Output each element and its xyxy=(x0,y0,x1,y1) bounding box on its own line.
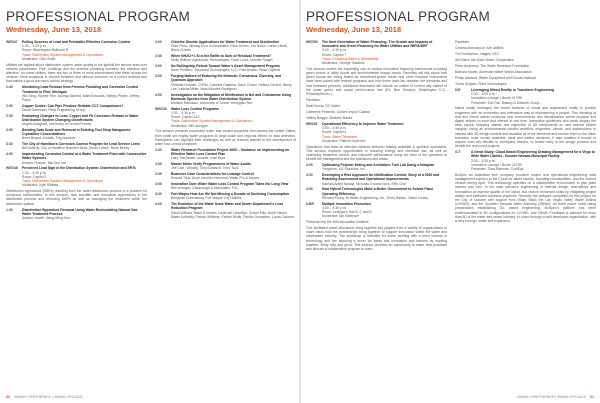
session-body xyxy=(171,202,296,219)
session-detail: Moderator: George Hawkins xyxy=(322,61,365,66)
session-title: Perceived Lead Sign in the Distribution System: Disinfection and ERTs xyxy=(22,166,136,171)
session-entry xyxy=(155,172,296,180)
session-title: A Great Study: Cloud-Based Engineering Drawing Management for a Virgo to Wide Water District - Dundee Nevada Municipal Facility xyxy=(471,150,595,159)
session-code: 4:00 xyxy=(155,202,162,207)
page-number: 61 xyxy=(590,395,594,399)
session-body xyxy=(171,172,296,180)
session-body xyxy=(22,166,147,187)
column xyxy=(155,40,296,389)
session-entry xyxy=(6,152,147,165)
session-title: Master Meter Verify Programmers of Water Audits xyxy=(171,162,251,167)
session-code: 1:30 xyxy=(155,148,162,153)
session-title: Developing a Risk Approach for Nitrification Control: Story of a 2020 and Reaching Assessment and Operational Improvements xyxy=(322,173,440,182)
session-entry xyxy=(306,173,447,186)
session-code: 3:00 xyxy=(6,128,13,133)
paragraph: Panelists: xyxy=(306,98,321,103)
session-detail: Moderator: Kyle Sibbets xyxy=(22,183,59,188)
session-code: WED50 xyxy=(306,40,318,44)
session-detail: Yongzhen, US Solutions, Inc. xyxy=(322,167,366,172)
footer-text: AWWA CONFERENCE | AWWA.ORG/ACE xyxy=(14,395,83,399)
session-body xyxy=(322,202,447,219)
session-code: 2:30 xyxy=(155,172,162,177)
session-detail: Molly Wilkins, Aquasoner Technologies, Dave Lund, Jennifer Rogan xyxy=(171,58,273,63)
session-entry xyxy=(155,162,296,170)
session-entry xyxy=(6,104,147,112)
session-code: WED49 xyxy=(155,106,167,111)
session-detail: David Williard, Black & Veatch, Lavernell Llewellyn, Shamr Ellis, North Haven Water Authority, Patrick Williams, Patrick Wolfe, Pacific Geroaldes, Lucas Cabrera xyxy=(171,210,294,219)
session-detail: Bill Doherty, City of Hamilton Brandon Beck, Stuart Lubich, Brian Beeby xyxy=(22,146,130,151)
session-detail: Richard Fenny, Hi Water Engineering, Inc., Kerry Baillon, David Cowey xyxy=(322,195,429,200)
session-title: The Evolution of the Water Scale Water and Sewer Department's Loss Reduction Program xyxy=(171,202,284,211)
session-detail: Innovation Lounge • Booth 417/99 xyxy=(471,96,523,101)
session-code: 3:30 xyxy=(6,142,13,147)
paragraph: Jeffrey Boggio, Bankers Banks xyxy=(306,116,353,121)
session-code: 3:00 xyxy=(306,163,313,168)
paragraph: Tim Horseshoe, Imagen H2O xyxy=(455,52,499,56)
session-detail: Moderator: Patricia Gutierrez xyxy=(322,138,366,143)
session-title: Forging Matters of Enduring the Network: Consensus, Diversity, and Quantum Approach xyxy=(171,74,282,83)
content-columns xyxy=(306,40,596,389)
session-code: ILBR xyxy=(306,201,314,206)
paragraph: Panelists: xyxy=(455,40,470,44)
page-header xyxy=(6,10,296,34)
session-code: WED48 xyxy=(6,166,18,171)
session-detail: Innovation Lounge • Booth 417/99 xyxy=(471,162,523,167)
session-title: The City of Hamilton's Corrosion Control Program for Lead Service Lines xyxy=(22,142,140,147)
session-title: Monitoring Lead Release from Premise Plumbing and Corrosion Control Treatment in Flint, Michigan xyxy=(22,85,139,94)
session-detail: 1:30 – 4:30 p.m. xyxy=(22,44,47,49)
session-body xyxy=(171,162,296,170)
session-title: Chlorine Dioxide Applications for Water Treatment and Disinfection xyxy=(171,40,280,44)
session-body xyxy=(22,208,147,221)
session-title: Business Case Considerations for Leakage Control xyxy=(171,172,254,177)
session-detail: Room: Lexington Hall B, C and D xyxy=(322,210,372,215)
session-detail: 1:30 – 4:30 p.m. xyxy=(171,111,196,116)
session-entry xyxy=(155,202,296,219)
session-detail: Moderator: Ian Mcelrope xyxy=(322,214,359,219)
footer-text: AWWA CONFERENCE | AWWA.ORG/ACE xyxy=(517,395,586,399)
session-entry xyxy=(6,114,147,127)
session-entry xyxy=(155,192,296,200)
session-body xyxy=(471,150,596,171)
session-entry xyxy=(155,148,296,161)
session-detail: Presenter: Zoe Fall, Blakely & Dilworth Group xyxy=(471,100,540,105)
session-code: 2:00 xyxy=(6,103,13,108)
paragraph: This session covers the expanding use of various innovative financing instruments including green bonds or utility bonds and environmental impact bonds. Panelists will talk about how green bonds are being tested as investment-grade bonds and other financial instruments have been paired with federal programs and how these have fair between the elements and how investors perceive. Additional discussion will include an outline of current day market of the water green and social performance line (Ex: Bon Secours, Washington D.C., Philadelphia etc.). xyxy=(306,66,447,97)
session-detail: Track: Water Treatment xyxy=(322,134,358,139)
page-footer xyxy=(6,395,294,399)
session-body xyxy=(22,114,147,127)
column xyxy=(6,40,147,389)
session-entry xyxy=(455,150,596,171)
page-footer xyxy=(306,395,594,399)
session-code: 4:00 xyxy=(306,187,313,192)
session-detail: Stefania Horvath, CH2M, Carolina Caldeira, Dave Cohen, Helena Gerard, Mindy Lee, Latisha Miller, Marci Montell Rodriguez xyxy=(171,82,292,91)
session-body xyxy=(171,93,296,106)
paragraph: Will Sarni, the Sarni Water Cooperative xyxy=(455,58,514,62)
session-title: Fort Wayne How Are We Not Missing a Decade of Declining Consumption xyxy=(171,192,289,197)
session-detail: Andrew Jewell, Xiang Ming Hua xyxy=(22,216,70,221)
session-detail: Gary Trachtman, Arcadis, Kate Byrd xyxy=(171,156,226,161)
session-code: ICE xyxy=(455,88,461,92)
session-detail: Brent Bryant, Arcadis, Frig Isomeriz xyxy=(22,136,76,141)
session-entry xyxy=(6,128,147,141)
session-detail: Angela Bosgraaf, University of Central Florida xyxy=(22,122,91,127)
session-detail: Nachos Adeyi Nanayi, Nicholas Ground Nora, Elfin Choi xyxy=(322,181,407,186)
session-title: Innovation Doer Wider Water Loss Control Program Takes the Long View xyxy=(171,182,289,187)
session-entry xyxy=(306,40,447,65)
session-title: Disinfection Byproduct Removal Using Water Recirculating Natural Gas Water Treatment Process xyxy=(22,207,138,216)
session-entry xyxy=(6,208,147,221)
session-detail: Russell Titus, Anne Jennifer-Hermosa, Water Pro & Money xyxy=(171,176,260,181)
session-detail: Andrew Roscoe, Ma Dee Lee xyxy=(22,160,67,165)
session-code: WED47 xyxy=(6,40,18,44)
session-entry xyxy=(155,93,296,106)
session-entry xyxy=(6,85,147,102)
session-body xyxy=(322,40,447,65)
session-title: When NH2Cl+ LSI is the Baffle to Sorb of Residual Treatment? xyxy=(171,54,271,59)
session-title: Implementing Corrosion Control at a Water Treatment Plant with Consecutive Water Systems xyxy=(22,152,147,161)
paragraph: Barbara Martin, American Water Works Association xyxy=(455,70,532,74)
session-code: 1:30 xyxy=(6,85,13,90)
page-header xyxy=(306,10,596,34)
session-detail: Room: Capitol 4 xyxy=(322,130,347,135)
page-title: PROFESSIONAL PROGRAM xyxy=(306,9,491,24)
session-detail: 3:00 – 4:30 p.m. xyxy=(322,48,347,53)
session-code: 3:00 xyxy=(155,64,162,69)
session-body xyxy=(322,173,447,186)
session-body xyxy=(22,128,147,141)
session-title: Copper Scales: Can Pipe Produce Reliable CCT Comparisons? xyxy=(22,103,124,108)
session-entry xyxy=(155,54,296,62)
session-body xyxy=(171,107,296,128)
session-body xyxy=(322,187,447,200)
session-code: 3:30 xyxy=(155,192,162,197)
session-title: Evaluating Changes to Lead, Copper and Pb Corrosion Release in Water Distribution System Changing Disinfectants xyxy=(22,113,139,123)
session-detail: Presenter: Tiara Rahman, CodiEye xyxy=(471,167,524,172)
session-code: 3:00 xyxy=(155,182,162,187)
session-detail: Room: Capitol 1&2 xyxy=(171,115,200,120)
session-detail: 3:00 – 4:30 p.m. xyxy=(322,126,347,131)
session-detail: Track: Financing Rates & Affordability xyxy=(322,56,379,61)
page-title: PROFESSIONAL PROGRAM xyxy=(6,9,191,24)
session-body xyxy=(171,64,296,72)
session-title: Multiple Innovation Promotion xyxy=(322,201,371,206)
session-detail: David Gettmann, Pinal Engineering Group xyxy=(22,108,86,113)
paragraph: This session presents successful water loss control programs from across the United States, from small yet mighty water programs to large-scale and regional efforts for leak detection. Participants can highlight their challenges as well as lessons learned in the development of water loss control programs. xyxy=(155,129,296,147)
right-page xyxy=(300,0,600,403)
session-title: How Hybrid Technologies Make a Better Government to Solved Plant Operating Efficiency xyxy=(322,187,433,196)
session-detail: Benjamin Greenamay, Fort Wayne City Utilities xyxy=(171,196,242,201)
session-code: 4:00 xyxy=(6,152,13,157)
session-entry xyxy=(306,187,447,200)
session-title: Pulling Success of Lead and Peristaltic Effective Corrosion Control xyxy=(22,40,131,44)
page-date: Wednesday, June 13, 2018 xyxy=(306,25,402,34)
session-detail: Win Tang, Wynne York, Anurag Mantha, Mark Edwards, Stehpy Pieper, Jeffrey Parks xyxy=(22,93,140,103)
column xyxy=(306,40,447,389)
session-detail: Moderator: Glen Bubb xyxy=(22,56,56,61)
session-body xyxy=(22,40,147,61)
session-detail: Room: Washington Ballroom B xyxy=(22,48,69,53)
session-entry xyxy=(155,182,296,190)
session-body xyxy=(171,40,296,53)
session-detail: Moderator: Will Jernigan xyxy=(171,123,208,128)
session-detail: 2:30 – 3:00 p.m. xyxy=(471,92,496,97)
session-title: The Next Generation of Water Financing: The Growth and Impacts of Innovative and Green Financing for Water Utilities and WIFIA/SRF xyxy=(322,40,433,49)
session-detail: Track: Distribution System Management & Operations xyxy=(22,52,103,57)
session-title: Water Research Foundation Project 4695 – Guidance on Implementing an Effective Water Loss Control Plan xyxy=(171,148,290,157)
session-detail: Will Jernigan, Cavanaugh & Associates, P.A. xyxy=(171,186,238,191)
paragraph: Mixed reality leverages the recent features of virtual and augmented reality to provide engineers with an immersive and interactive way of experiencing a project. This blending of real and virtual worlds produces new environments and visualizations where physical and digital objects co-exist and interact in real time. Interactive guidelines and views display the heat, layout, mapping objects and inspection of 3D components on new interest hidden insights. Using an environmental mindful workflow, engineers, clients, and stakeholders to interact with 3D design models and visualize all of the elements and resolve them to the value formation must remain available, ideal and added decisions. It also enables a trouble in anyone from city officials to exemplary citizens, to review early in the design process and benefit the real-world projects. xyxy=(455,106,596,149)
session-code: 3:30 xyxy=(155,74,162,79)
session-title: Water Loss Control Programs xyxy=(171,106,219,111)
session-title: Bending Data Scale and Removal in Existing Tool Shop Manganese Crystalline Concentrations xyxy=(22,128,131,137)
session-body xyxy=(322,163,447,171)
page-date: Wednesday, June 13, 2018 xyxy=(6,25,102,34)
session-detail: Jeff Cole, Velocity, Tony Earwood, Terry Tuck xyxy=(171,166,239,171)
session-code: 2:00 xyxy=(155,40,162,44)
session-detail: Track: Distribution System Management & Operations xyxy=(22,179,103,184)
page-number: 60 xyxy=(6,395,10,399)
session-title: Optimizing Polymer Mixing and Activation: Turk Lab Doing a Nowplan xyxy=(322,163,435,168)
session-detail: Room: Capitol 7 xyxy=(322,52,347,57)
session-body xyxy=(471,88,596,105)
session-detail: Room: Capitol 3 xyxy=(22,174,47,179)
session-entry xyxy=(155,74,296,91)
paragraph: Matt Horvat, DC Water xyxy=(306,104,341,109)
session-title: Leveraging Mixed-Reality to Transform Engineering xyxy=(471,88,555,92)
session-body xyxy=(171,54,296,62)
session-body xyxy=(22,85,147,102)
paragraph: BoSpec an Australian tech company provides project and operational engineering data management solution to the Cloud for asset owners, including municipalities, and the current version during April. This technology operates on a collaborative environment to give plant owners and cost. In the case intensive engineering of internal design, alternatives and formulation at improve quality of the layout and reduce enhanced costs by mitigating project delays and inefficient business practices. Recently the software completed its first project for the City of Dundee with support from Water Black the Las Vegas Valley Water District (LVVWD), and the Southern Nevada Water Authority (SNWA). All three owner holds rating preparations establishing 3D, based engineering, BoSpec's platform has been underestimated in 3D configurations for LVVWD, and SNWA. Feedback is planned for more than 60 of the water and sewer industry, to cover through a well-developed organization, with a very enough, water and expansion. xyxy=(455,172,596,224)
column xyxy=(455,40,596,389)
session-entry xyxy=(6,166,147,187)
session-detail: Elise Peno, Nikolay Kroz & Associates, Elisa Dorino, Joe Nelon, Lance Littrell, Brent Groves xyxy=(171,44,288,53)
session-entry xyxy=(155,64,296,72)
session-entry xyxy=(306,202,447,219)
session-detail: 1:30 – 4:30 p.m. xyxy=(22,170,47,175)
session-code: 1:30 xyxy=(6,207,13,212)
paragraph: Disinfection byproducts (DBPs) resulting from the water distribution process is a problem for numerous communities. In this session, new scientific and innovative approaches in the distribution process and removing DBPs as well as managing the treatment within the distribution system. xyxy=(6,189,147,206)
session-detail: Anne Pinheiro, Structural Technologies, LLC, Paul Andria, Paolo Ciglieris xyxy=(171,68,281,73)
paragraph: Phillip Attwood, Water Equipment and Goods National xyxy=(455,76,536,80)
session-code: ICT xyxy=(455,150,461,155)
session-title: No Rollingstrip Relook Toward Water's Asset Management Program xyxy=(171,64,280,69)
session-body xyxy=(171,182,296,190)
session-detail: Mohsen Bashkani, University of Toledo Yeongpan Seo xyxy=(171,101,253,106)
session-title: Investigation on the Mitigation of Nitrification in Net and Chloramine Using Biofoods Species from Water Distribution System xyxy=(171,92,292,101)
session-entry xyxy=(306,122,447,143)
session-detail: 3:00 – 4:30 p.m. xyxy=(322,205,347,210)
session-body xyxy=(171,192,296,200)
session-title: Operational Efficiency to Improve Water Treatment xyxy=(322,122,404,127)
session-body xyxy=(22,152,147,165)
session-entry xyxy=(6,142,147,150)
paragraph: Peter Anderson, The Water Research Foundation xyxy=(455,64,530,68)
content-columns xyxy=(6,40,296,389)
session-body xyxy=(322,122,447,143)
paragraph: Cristina Ahmadpour, Isle Utilities xyxy=(455,46,504,50)
session-entry xyxy=(155,40,296,53)
paragraph: Catherine Pederick, Golden Import Capital xyxy=(306,110,370,115)
session-code: 2:00 xyxy=(155,162,162,167)
session-entry xyxy=(455,88,596,105)
paragraph: Travis Skipper, Plant Technologies xyxy=(455,82,507,86)
session-detail: Track: Distribution System Management & Operations xyxy=(171,119,252,124)
session-body xyxy=(171,74,296,91)
session-entry xyxy=(6,40,147,61)
session-code: 2:30 xyxy=(155,54,162,59)
paragraph: Utilities are vigilant about distribution system water quality to the lighthill the service area over network parameters. Pipe, buildings and the premise plumbing condition the attention and attention, for some utilities, there are two or three or more interventions that these across the network. More analytical to choose between and without concerns on a cohort network and that makes a good corrosion control strategy. xyxy=(6,62,147,84)
paragraph: Operations that finds an effective balance between reliably available & optimize operations. This session explores opportunities in reducing energy and chemical use, as well as optimizing treatment control, and improved performance using the best of the operation to benefit the management and the operations and waste. xyxy=(306,144,447,162)
session-body xyxy=(171,148,296,161)
session-body xyxy=(22,104,147,112)
paragraph: This facilitated panel discussion bring together key players from a variety of organizations to share ideas how the partnerships bring together to support innovation within the water and wastewater industry. The workshop is intended for those working with a keen interest in technology and are assuring a driver for ideas and innovation and barriers by working together. Bring help and good. This session provides an opportunity to share best practices and discuss a collaborative program to learn. xyxy=(306,226,447,252)
session-code: WED51 xyxy=(306,122,318,127)
session-body xyxy=(22,142,147,150)
session-code: 2:30 xyxy=(6,113,13,118)
session-entry xyxy=(306,163,447,171)
session-entry xyxy=(155,107,296,128)
session-detail: 3:00 – 3:30 p.m. xyxy=(471,158,496,163)
session-code: 4:00 xyxy=(155,92,162,97)
paragraph: Presented by the IWA Innovation Initiative xyxy=(306,220,369,225)
session-code: 3:30 xyxy=(306,173,313,178)
